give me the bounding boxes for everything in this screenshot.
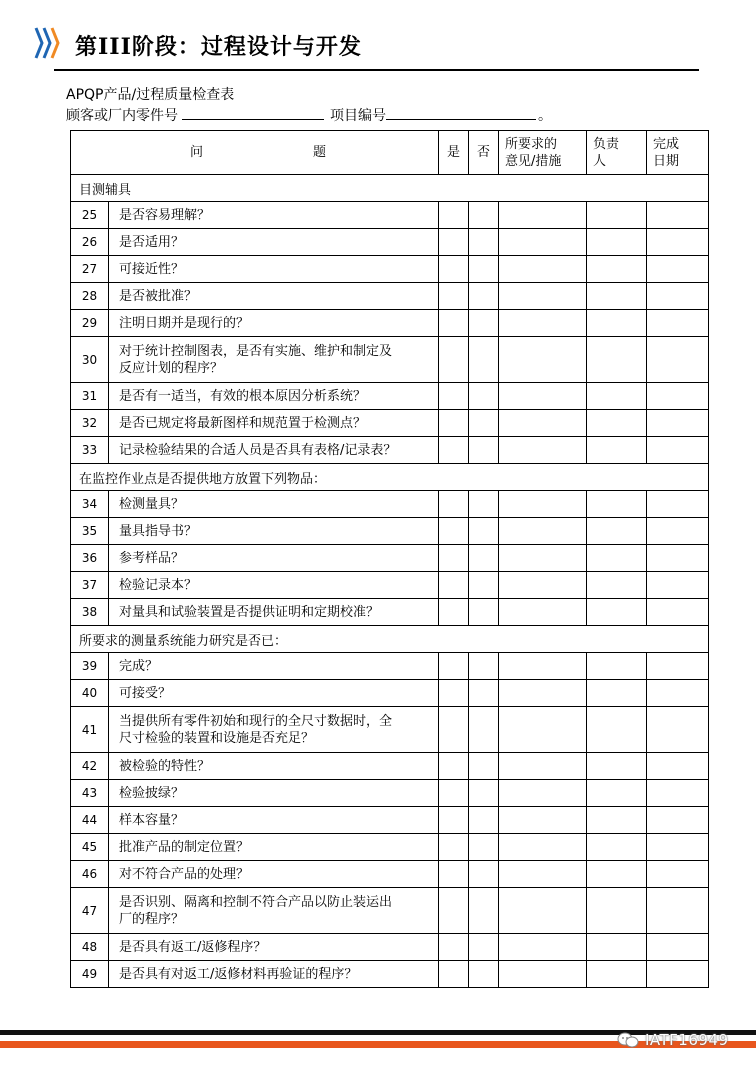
- yes-cell[interactable]: [439, 337, 469, 383]
- question-cell: [109, 653, 439, 680]
- yes-cell[interactable]: [439, 861, 469, 888]
- date-cell[interactable]: [647, 283, 709, 310]
- action-header-1: 所要求的: [505, 136, 558, 152]
- action-cell[interactable]: [499, 599, 587, 626]
- watermark-text: IATF16949: [645, 1031, 729, 1049]
- yes-cell[interactable]: [439, 256, 469, 283]
- question-text: 是否被批准？: [119, 288, 198, 304]
- owner-cell[interactable]: [587, 888, 647, 934]
- no-cell[interactable]: [469, 256, 499, 283]
- action-cell[interactable]: [499, 707, 587, 753]
- yes-cell[interactable]: [439, 310, 469, 337]
- date-cell[interactable]: [647, 437, 709, 464]
- action-cell[interactable]: [499, 888, 587, 934]
- owner-cell[interactable]: [587, 545, 647, 572]
- table-row: [71, 545, 709, 572]
- no-cell[interactable]: [469, 780, 499, 807]
- yes-cell[interactable]: [439, 753, 469, 780]
- project-number-label: 项目编号: [330, 108, 386, 124]
- no-cell[interactable]: [469, 888, 499, 934]
- table-row: [71, 572, 709, 599]
- question-cell: [109, 707, 439, 753]
- row-number: 42: [71, 753, 109, 780]
- no-cell[interactable]: [469, 383, 499, 410]
- table-row: [71, 861, 709, 888]
- table-row: [71, 934, 709, 961]
- question-text: 检测量具？: [119, 496, 185, 512]
- yes-cell[interactable]: [439, 229, 469, 256]
- row-number: 39: [71, 653, 109, 680]
- owner-cell[interactable]: [587, 961, 647, 988]
- table-row: [71, 310, 709, 337]
- date-cell[interactable]: [647, 256, 709, 283]
- action-cell[interactable]: [499, 861, 587, 888]
- date-header: [647, 131, 709, 175]
- question-text: 完成？: [119, 658, 159, 674]
- date-cell[interactable]: [647, 337, 709, 383]
- question-header-1: 问: [190, 145, 204, 160]
- question-text: 是否已规定将最新图样和规范置于检测点？: [119, 415, 367, 431]
- yes-cell[interactable]: [439, 491, 469, 518]
- question-cell: [109, 545, 439, 572]
- owner-cell[interactable]: [587, 780, 647, 807]
- section-row: [71, 626, 709, 653]
- owner-cell[interactable]: [587, 707, 647, 753]
- table-row: [71, 888, 709, 934]
- table-row: [71, 383, 709, 410]
- no-cell[interactable]: [469, 491, 499, 518]
- row-number: 29: [71, 310, 109, 337]
- yes-cell[interactable]: [439, 383, 469, 410]
- question-text: 参考样品？: [119, 550, 185, 566]
- no-cell[interactable]: [469, 680, 499, 707]
- yes-header: 是: [439, 131, 469, 175]
- date-header-2: 日期: [653, 153, 680, 169]
- yes-cell[interactable]: [439, 780, 469, 807]
- row-number: 37: [71, 572, 109, 599]
- end-mark: 。: [538, 108, 552, 124]
- owner-cell[interactable]: [587, 437, 647, 464]
- question-cell: [109, 491, 439, 518]
- section-row: [71, 464, 709, 491]
- action-cell[interactable]: [499, 410, 587, 437]
- no-header: 否: [469, 131, 499, 175]
- owner-cell[interactable]: [587, 491, 647, 518]
- no-cell[interactable]: [469, 518, 499, 545]
- row-number: 41: [71, 707, 109, 753]
- owner-header-1: 负责: [593, 136, 620, 152]
- action-header-2: 意见/措施: [505, 153, 562, 169]
- section-label: 在监控作业点是否提供地方放置下列物品：: [71, 464, 709, 491]
- table-row: [71, 680, 709, 707]
- question-text: 是否识别、隔离和控制不符合产品以防止装运出: [119, 894, 393, 910]
- row-number: 44: [71, 807, 109, 834]
- question-cell: [109, 934, 439, 961]
- yes-cell[interactable]: [439, 283, 469, 310]
- question-cell: [109, 337, 439, 383]
- date-header-1: 完成: [653, 136, 680, 152]
- question-text: 检验披绿？: [119, 785, 185, 801]
- section-row: [71, 175, 709, 202]
- owner-cell[interactable]: [587, 310, 647, 337]
- owner-cell[interactable]: [587, 753, 647, 780]
- row-number: 34: [71, 491, 109, 518]
- question-header-2: 题: [312, 145, 326, 160]
- question-cell: [109, 572, 439, 599]
- yes-cell[interactable]: [439, 545, 469, 572]
- date-cell[interactable]: [647, 491, 709, 518]
- row-number: 38: [71, 599, 109, 626]
- section-label: 目测辅具: [71, 175, 709, 202]
- yes-cell[interactable]: [439, 934, 469, 961]
- question-text: 对不符合产品的处理？: [119, 866, 250, 882]
- owner-cell[interactable]: [587, 653, 647, 680]
- yes-cell[interactable]: [439, 518, 469, 545]
- action-cell[interactable]: [499, 572, 587, 599]
- question-text: 被检验的特性？: [119, 758, 211, 774]
- watermark: [617, 1027, 729, 1053]
- table-row: [71, 437, 709, 464]
- form-fields-line: [66, 105, 552, 126]
- table-row: [71, 337, 709, 383]
- date-cell[interactable]: [647, 653, 709, 680]
- question-text-line2: 反应计划的程序？: [119, 360, 224, 376]
- no-cell[interactable]: [469, 861, 499, 888]
- owner-cell[interactable]: [587, 337, 647, 383]
- question-text: 批准产品的制定位置？: [119, 839, 250, 855]
- table-row: [71, 807, 709, 834]
- action-cell[interactable]: [499, 545, 587, 572]
- question-cell: [109, 310, 439, 337]
- action-cell[interactable]: [499, 256, 587, 283]
- row-number: 30: [71, 337, 109, 383]
- action-cell[interactable]: [499, 780, 587, 807]
- question-cell: [109, 680, 439, 707]
- owner-cell[interactable]: [587, 861, 647, 888]
- row-number: 35: [71, 518, 109, 545]
- action-cell[interactable]: [499, 202, 587, 229]
- row-number: 32: [71, 410, 109, 437]
- row-number: 26: [71, 229, 109, 256]
- table-row: [71, 410, 709, 437]
- question-text: 可接受？: [119, 685, 172, 701]
- question-cell: [109, 202, 439, 229]
- no-cell[interactable]: [469, 410, 499, 437]
- no-cell[interactable]: [469, 834, 499, 861]
- form-meta: [66, 86, 552, 126]
- table-body: [71, 175, 709, 988]
- table-row: [71, 653, 709, 680]
- action-cell[interactable]: [499, 961, 587, 988]
- question-text: 是否具有对返工/返修材料再验证的程序？: [119, 966, 358, 982]
- question-text-line2: 尺寸检验的装置和设施是否充足？: [119, 730, 315, 746]
- row-number: 47: [71, 888, 109, 934]
- row-number: 46: [71, 861, 109, 888]
- table-row: [71, 229, 709, 256]
- date-cell[interactable]: [647, 202, 709, 229]
- action-header: [499, 131, 587, 175]
- question-cell: [109, 410, 439, 437]
- question-cell: [109, 961, 439, 988]
- date-cell[interactable]: [647, 680, 709, 707]
- row-number: 27: [71, 256, 109, 283]
- date-cell[interactable]: [647, 572, 709, 599]
- date-cell[interactable]: [647, 599, 709, 626]
- customer-part-label: 顾客或厂内零件号: [66, 108, 178, 124]
- question-text: 对量具和试验装置是否提供证明和定期校准？: [119, 604, 380, 620]
- action-cell[interactable]: [499, 491, 587, 518]
- action-cell[interactable]: [499, 753, 587, 780]
- project-number-field[interactable]: [386, 105, 536, 120]
- section-label: 所要求的测量系统能力研究是否已：: [71, 626, 709, 653]
- table-row: [71, 491, 709, 518]
- header-divider: [54, 69, 699, 71]
- question-text: 是否容易理解？: [119, 207, 211, 223]
- question-cell: [109, 518, 439, 545]
- no-cell[interactable]: [469, 653, 499, 680]
- date-cell[interactable]: [647, 383, 709, 410]
- no-cell[interactable]: [469, 599, 499, 626]
- row-number: 28: [71, 283, 109, 310]
- owner-cell[interactable]: [587, 518, 647, 545]
- chevron-logo-icon: [34, 26, 64, 60]
- date-cell[interactable]: [647, 807, 709, 834]
- row-number: 40: [71, 680, 109, 707]
- yes-cell[interactable]: [439, 807, 469, 834]
- question-cell: [109, 807, 439, 834]
- wechat-icon: [617, 1031, 639, 1049]
- question-text: 对于统计控制图表，是否有实施、维护和制定及: [119, 343, 393, 359]
- checklist-table: [70, 130, 709, 988]
- no-cell[interactable]: [469, 807, 499, 834]
- owner-cell[interactable]: [587, 599, 647, 626]
- yes-cell[interactable]: [439, 437, 469, 464]
- question-text: 检验记录本？: [119, 577, 198, 593]
- question-text: 注明日期并是现行的？: [119, 315, 250, 331]
- action-cell[interactable]: [499, 653, 587, 680]
- date-cell[interactable]: [647, 888, 709, 934]
- no-cell[interactable]: [469, 753, 499, 780]
- no-cell[interactable]: [469, 229, 499, 256]
- question-cell: [109, 753, 439, 780]
- question-cell: [109, 780, 439, 807]
- yes-cell[interactable]: [439, 572, 469, 599]
- action-cell[interactable]: [499, 437, 587, 464]
- page-header: [0, 0, 756, 72]
- no-cell[interactable]: [469, 337, 499, 383]
- row-number: 49: [71, 961, 109, 988]
- question-text: 是否有一适当，有效的根本原因分析系统？: [119, 388, 367, 404]
- table-row: [71, 202, 709, 229]
- row-number: 36: [71, 545, 109, 572]
- date-cell[interactable]: [647, 229, 709, 256]
- question-text: 当提供所有零件初始和现行的全尺寸数据时，全: [119, 713, 393, 729]
- date-cell[interactable]: [647, 780, 709, 807]
- owner-cell[interactable]: [587, 807, 647, 834]
- date-cell[interactable]: [647, 834, 709, 861]
- question-cell: [109, 229, 439, 256]
- owner-header-2: 人: [593, 153, 607, 169]
- question-header: [71, 131, 439, 175]
- date-cell[interactable]: [647, 753, 709, 780]
- question-cell: [109, 283, 439, 310]
- row-number: 25: [71, 202, 109, 229]
- owner-cell[interactable]: [587, 572, 647, 599]
- action-cell[interactable]: [499, 229, 587, 256]
- date-cell[interactable]: [647, 861, 709, 888]
- action-cell[interactable]: [499, 680, 587, 707]
- date-cell[interactable]: [647, 934, 709, 961]
- table-row: [71, 707, 709, 753]
- customer-part-field[interactable]: [182, 105, 324, 120]
- table-row: [71, 518, 709, 545]
- date-cell[interactable]: [647, 310, 709, 337]
- owner-cell[interactable]: [587, 834, 647, 861]
- date-cell[interactable]: [647, 410, 709, 437]
- action-cell[interactable]: [499, 283, 587, 310]
- no-cell[interactable]: [469, 202, 499, 229]
- date-cell[interactable]: [647, 707, 709, 753]
- no-cell[interactable]: [469, 572, 499, 599]
- row-number: 48: [71, 934, 109, 961]
- owner-cell[interactable]: [587, 229, 647, 256]
- table-row: [71, 599, 709, 626]
- owner-cell[interactable]: [587, 202, 647, 229]
- form-name: APQP产品/过程质量检查表: [66, 87, 235, 103]
- question-text: 可接近性？: [119, 261, 185, 277]
- no-cell[interactable]: [469, 545, 499, 572]
- no-cell[interactable]: [469, 961, 499, 988]
- yes-cell[interactable]: [439, 888, 469, 934]
- row-number: 45: [71, 834, 109, 861]
- question-text: 样本容量？: [119, 812, 185, 828]
- yes-cell[interactable]: [439, 653, 469, 680]
- owner-cell[interactable]: [587, 283, 647, 310]
- action-cell[interactable]: [499, 383, 587, 410]
- yes-cell[interactable]: [439, 202, 469, 229]
- yes-cell[interactable]: [439, 410, 469, 437]
- action-cell[interactable]: [499, 337, 587, 383]
- question-cell: [109, 599, 439, 626]
- question-text: 是否具有返工/返修程序？: [119, 939, 267, 955]
- question-cell: [109, 861, 439, 888]
- action-cell[interactable]: [499, 934, 587, 961]
- no-cell[interactable]: [469, 934, 499, 961]
- yes-cell[interactable]: [439, 599, 469, 626]
- question-cell: [109, 834, 439, 861]
- question-cell: [109, 256, 439, 283]
- no-cell[interactable]: [469, 310, 499, 337]
- date-cell[interactable]: [647, 545, 709, 572]
- table-row: [71, 256, 709, 283]
- yes-cell[interactable]: [439, 961, 469, 988]
- date-cell[interactable]: [647, 961, 709, 988]
- row-number: 31: [71, 383, 109, 410]
- page-title: 第III阶段：过程设计与开发: [75, 34, 362, 60]
- row-number: 33: [71, 437, 109, 464]
- action-cell[interactable]: [499, 310, 587, 337]
- table-row: [71, 283, 709, 310]
- table-row: [71, 780, 709, 807]
- no-cell[interactable]: [469, 707, 499, 753]
- question-text: 记录检验结果的合适人员是否具有表格/记录表？: [119, 442, 397, 458]
- owner-cell[interactable]: [587, 410, 647, 437]
- owner-cell[interactable]: [587, 383, 647, 410]
- question-text: 量具指导书？: [119, 523, 198, 539]
- owner-header: [587, 131, 647, 175]
- question-cell: [109, 888, 439, 934]
- yes-cell[interactable]: [439, 834, 469, 861]
- date-cell[interactable]: [647, 518, 709, 545]
- action-cell[interactable]: [499, 518, 587, 545]
- question-cell: [109, 437, 439, 464]
- yes-cell[interactable]: [439, 680, 469, 707]
- question-cell: [109, 383, 439, 410]
- question-text: 是否适用？: [119, 234, 185, 250]
- table-row: [71, 834, 709, 861]
- table-header-row: [71, 131, 709, 175]
- no-cell[interactable]: [469, 437, 499, 464]
- yes-cell[interactable]: [439, 707, 469, 753]
- action-cell[interactable]: [499, 807, 587, 834]
- no-cell[interactable]: [469, 283, 499, 310]
- table-row: [71, 753, 709, 780]
- table-row: [71, 961, 709, 988]
- owner-cell[interactable]: [587, 680, 647, 707]
- owner-cell[interactable]: [587, 934, 647, 961]
- action-cell[interactable]: [499, 834, 587, 861]
- owner-cell[interactable]: [587, 256, 647, 283]
- row-number: 43: [71, 780, 109, 807]
- question-text-line2: 厂的程序？: [119, 911, 185, 927]
